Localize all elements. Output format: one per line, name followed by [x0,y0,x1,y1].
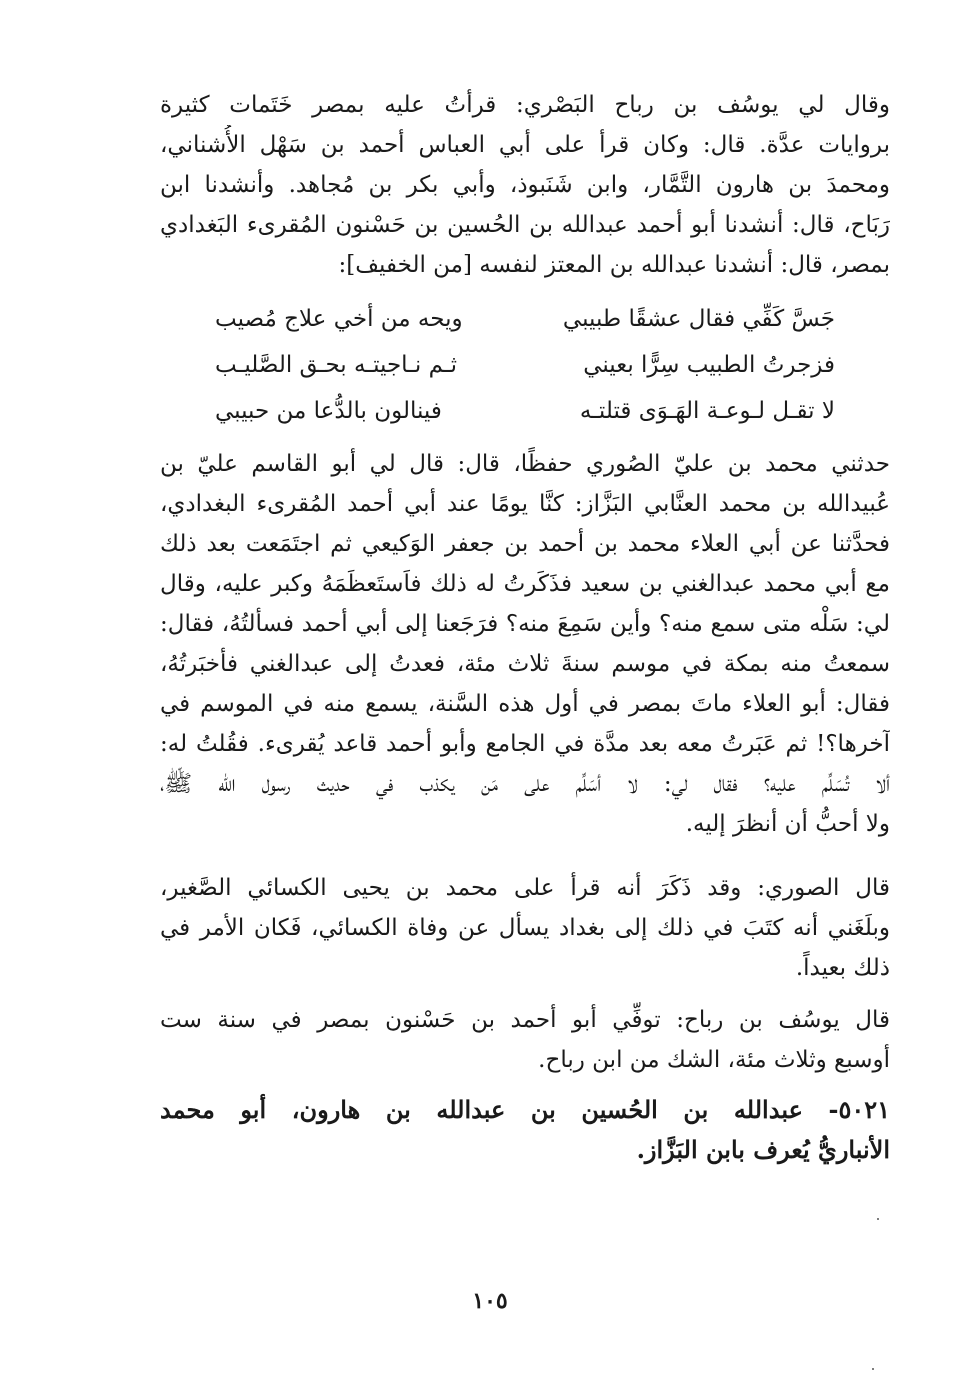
paragraph-intro [160,85,890,285]
paragraph-death [160,1000,890,1080]
text-line: بروايات عدَّة. قال: وكان قرأ على أبي العباس أحمد بن سَهْل الأُشناني، [160,132,890,158]
text-line: ولا أحبُّ أن أنظرَ إليه. [685,811,890,837]
text-line: رَبَاح، قال: أنشدنا أبو أحمد عبدالله بن الحُسين بن حَسْنون المُقرىء البَغدادي [160,212,890,238]
text-line: أوسبع وثلاث مئة، الشك من ابن رباح. [538,1047,890,1073]
text-line: فقال: أبو العلاء ماتَ بمصر في أول هذه السَّنة، يسمع منه في الموسم في [160,691,890,717]
text-line: سمعتُ منه بمكة في موسم سنةَ ثلاث مئة، فعدتُ إلى عبدالغني فأخبَرتُهُ، [160,651,890,677]
verse-first-hemistich: لا تقـل لـوعـة الهَـوَى قتلتـه [579,398,835,424]
text-line: قال الصوري: وقد ذَكَرَ أنه قرأ على محمد بن يحيى الكسائي الصَّغير، [160,875,890,901]
text-line: حدثني محمد بن عليّ الصُوري حفظًا، قال: قال لي أبو القاسم عليّ بن [160,451,890,477]
text-line: قال يوسُف بن رباح: توفِّي أبو أحمد بن حَسْنون بمصر في سنة ست [160,1007,890,1033]
text-line: وبلَغَني أنه كتَبَ في ذلك إلى بغداد يسأل عن وفاة الكسائي، فَكان الأمر في [160,915,890,941]
text-line: عُبيدالله بن محمد العنَّابي البَزَّاز: كنَّا يومًا عند أبي أحمد المُقرىء البغدادي، [160,491,890,517]
verse-second-hemistich: فينالون بالدُّعا من حبيبي [215,398,442,424]
text-line: ألا تُسَلِّم عليه؟ فقال لي: لا أسَلِّم على مَن يكذب في حديث رسول الله ﷺ، [160,771,890,797]
verse [215,342,835,388]
paragraph-narration [160,444,890,844]
verse [215,388,835,434]
text-line: لي: سَلْه متى سمع منه؟ وأين سَمِعَ منه؟ فرَجَعنا إلى أبي أحمد فسألتُهُ، فقال: [160,611,890,637]
paragraph-suri [160,868,890,988]
verse-first-hemistich: جَسَّ كَفِّي فقال عشقًا طبيبي [562,306,835,332]
text-line: ذلك بعيداً. [795,955,890,981]
scan-speck [877,1218,879,1220]
verse-first-hemistich: فزجرتُ الطبيب سِرًّا بعيني [583,352,835,378]
entry-heading-continuation: الأنباريُّ يُعرف بابن البَزَّاز. [636,1135,890,1164]
verse-second-hemistich: ويحه من أخي علاج مُصيب [215,306,463,332]
text-line: فحدَّثنا عن أبي العلاء محمد بن أحمد بن جعفر الوَكيعي ثم اجتَمَعت بعد ذلك [160,531,890,557]
page-number: ١٠٥ [472,1288,508,1314]
scan-speck [872,1368,874,1370]
text-line: بمصر، قال: أنشدنا عبدالله بن المعتز لنفسه [من الخفيف]: [338,252,890,278]
text-line: مع أبي محمد عبدالغني بن سعيد فذَكَرتُ له ذلك فاَستَعظَمَهُ وكبر عليه، وقال [160,571,890,597]
text-line: آخرها؟! ثم عَبَرتُ معه بعد مدَّة في الجامع وأبو أحمد قاعد يُقرىء. فقُلتُ له: [160,731,890,757]
verse [215,296,835,342]
poem [215,296,835,434]
text-line: وقال لي يوسُف بن رباح البَصْري: قرأتُ عليه بمصر خَتَمات كثيرة [160,92,890,118]
verse-second-hemistich: ثـم نـاجيتـه بحـق الصَّليـب [215,352,458,378]
entry-heading: ٥٠٢١- عبدالله بن الحُسين بن عبدالله بن هارون، أبو محمد [160,1095,890,1124]
biography-entry [160,1090,890,1170]
text-line: ومحمدَ بن هارون التَّمَّار، وابن شَنَبوذ، وأبي بكر بن مُجاهد. وأنشدنا ابن [160,172,890,198]
